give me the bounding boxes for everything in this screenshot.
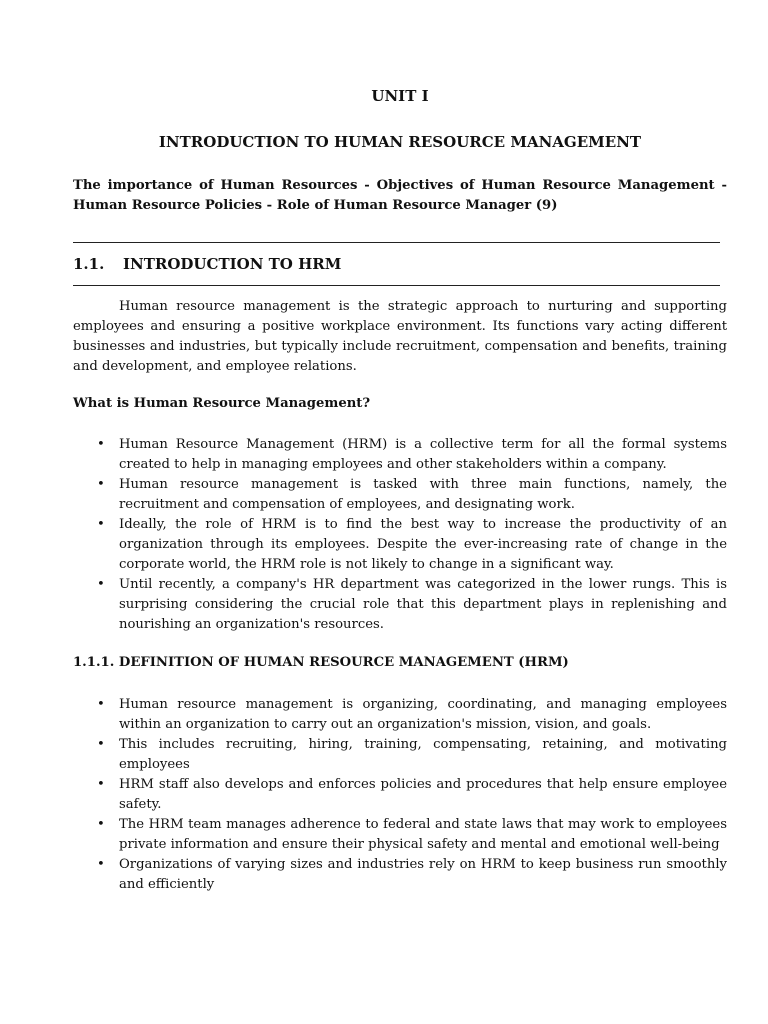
bullet-icon: • [97,517,105,532]
bullet-icon: • [97,437,105,452]
section-heading [73,255,341,273]
list-item: • Organizations of varying sizes and industries rely on HRM to keep business run smoothly and efficiently [97,857,727,892]
bullet-icon: • [97,577,105,592]
bullet-icon: • [97,857,105,872]
list-item: • Human resource management is tasked with three main functions, namely, the recruitment and compensation of employees, and designating work. [97,477,727,512]
list-item: • Human resource management is organizing, coordinating, and managing employees within an organization to carry out an organization's mission, vision, and goals. [97,697,727,732]
bullet-icon: • [97,817,105,832]
list-item: • Ideally, the role of HRM is to find the best way to increase the productivity of an organization through its employees. Despite the ever-increasing rate of change in the corporate world, the HRM role is not likely to change in a significant way. [97,517,727,572]
subsection-heading: 1.1.1. DEFINITION OF HUMAN RESOURCE MANAGEMENT (HRM) [73,655,569,670]
intro-paragraph: Human resource management is the strategic approach to nurturing and supporting employees and ensuring a positive workplace environment. Its functions vary acting different businesses and industries, but typically include recruitment, compensation and benefits, training and development, and employee relations. [73,299,727,374]
bullet-icon: • [97,737,105,752]
bullet-icon: • [97,777,105,792]
section-title: INTRODUCTION TO HRM [123,255,342,273]
bullet-icon: • [97,697,105,712]
top-divider [73,242,720,243]
hrm-bullet-list [73,435,727,635]
list-item: • HRM staff also develops and enforces policies and procedures that help ensure employee safety. [97,777,727,812]
list-item: • Until recently, a company's HR department was categorized in the lower rungs. This is surprising considering the crucial role that this department plays in replenishing and nourishing an organization's resources. [97,577,727,632]
unit-heading: UNIT I [371,87,429,105]
list-item: • Human Resource Management (HRM) is a collective term for all the formal systems created to help in managing employees and other stakeholders within a company. [97,437,727,472]
definition-bullet-list [73,695,727,895]
syllabus-topics: The importance of Human Resources - Objectives of Human Resource Management - Human Resource Policies - Role of Human Resource Manager (9) [73,178,727,213]
list-item: • The HRM team manages adherence to federal and state laws that may work to employees private information and ensure their physical safety and mental and emotional well-being [97,817,727,852]
chapter-title: INTRODUCTION TO HUMAN RESOURCE MANAGEMENT [158,133,642,151]
list-item: • This includes recruiting, hiring, training, compensating, retaining, and motivating employees [97,737,727,772]
section-divider [73,285,720,286]
question-heading: What is Human Resource Management? [73,396,371,411]
section-number: 1.1. [73,255,105,273]
bullet-icon: • [97,477,105,492]
